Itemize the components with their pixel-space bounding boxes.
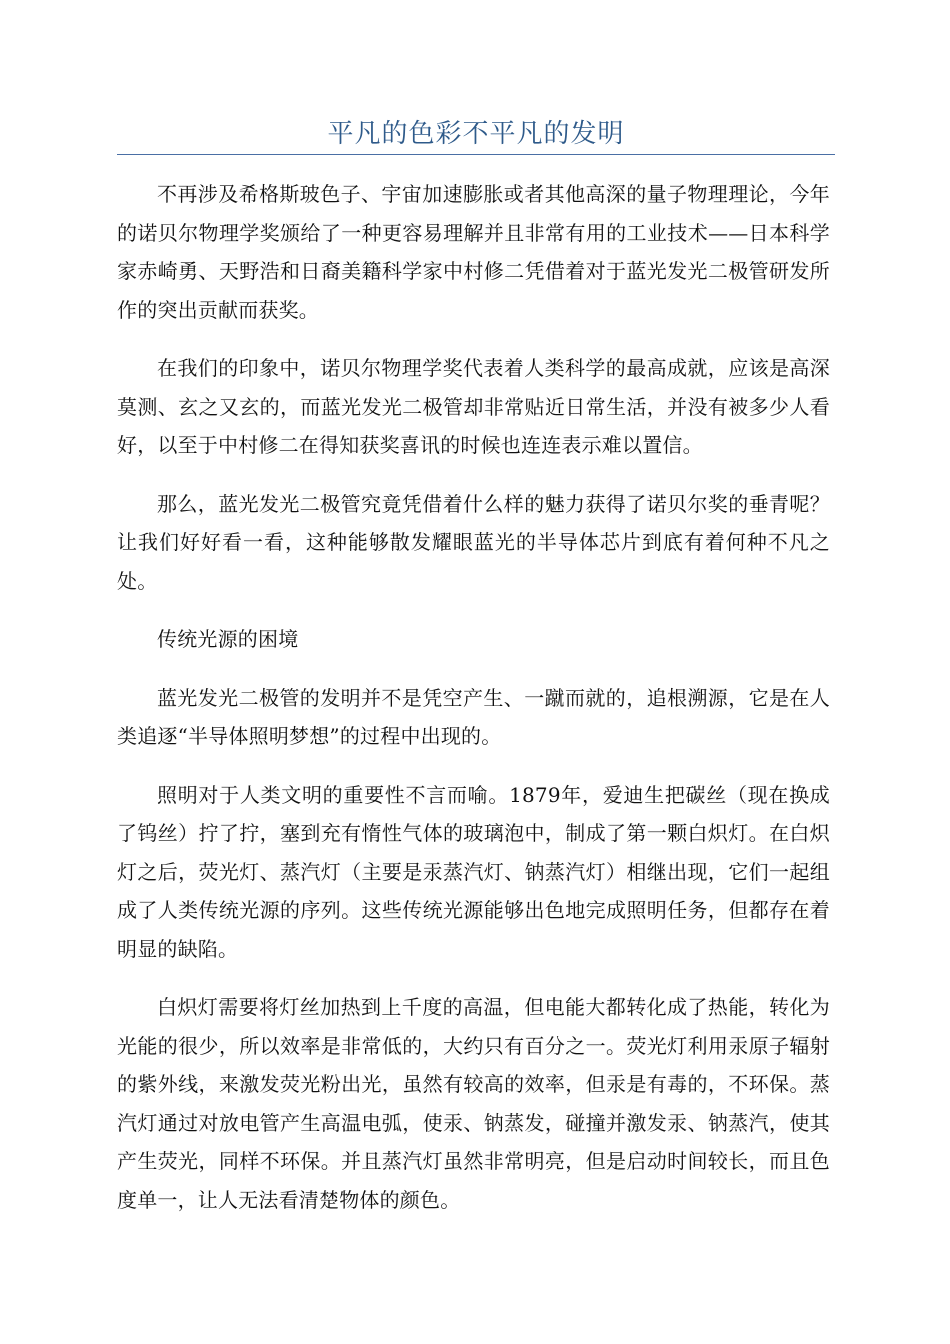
section-heading: 传统光源的困境 (157, 627, 299, 651)
paragraph-history: 照明对于人类文明的重要性不言而喻。1879年，爱迪生把碳丝（现在换成了钨丝）拧了拧，塞到充有惰性气体的玻璃泡中，制成了第一颗白炽灯。在白炽灯之后，荧光灯、蒸汽灯（主要是汞蒸汽灯、钠蒸汽灯）相继出现，它们一起组成了人类传统光源的序列。这些传统光源能够出色地完成照明任务，但都存在着明显的缺陷。 (117, 782, 830, 961)
paragraph-origin: 蓝光发光二极管的发明并不是凭空产生、一蹴而就的，追根溯源，它是在人类追逐“半导体照明梦想”的过程中出现的。 (117, 685, 830, 748)
paragraph-question: 那么，蓝光发光二极管究竟凭借着什么样的魅力获得了诺贝尔奖的垂青呢？让我们好好看一看，这种能够散发耀眼蓝光的半导体芯片到底有着何种不凡之处。 (117, 491, 830, 593)
title-underline (117, 154, 835, 155)
document-body (117, 175, 830, 1239)
paragraph-intro: 不再涉及希格斯玻色子、宇宙加速膨胀或者其他高深的量子物理理论，今年的诺贝尔物理学奖颁给了一种更容易理解并且非常有用的工业技术——日本科学家赤崎勇、天野浩和日裔美籍科学家中村修二凭借着对于蓝光发光二极管研发所作的突出贡献而获奖。 (117, 182, 830, 322)
paragraph-defects: 白炽灯需要将灯丝加热到上千度的高温，但电能大都转化成了热能，转化为光能的很少，所以效率是非常低的，大约只有百分之一。荧光灯利用汞原子辐射的紫外线，来激发荧光粉出光，虽然有较高的效率，但汞是有毒的，不环保。蒸汽灯通过对放电管产生高温电弧，使汞、钠蒸发，碰撞并激发汞、钠蒸汽，使其产生荧光，同样不环保。并且蒸汽灯虽然非常明亮，但是启动时间较长，而且色度单一，让人无法看清楚物体的颜色。 (117, 995, 830, 1212)
document-title: 平凡的色彩不平凡的发明 (327, 119, 625, 149)
paragraph-impression: 在我们的印象中，诺贝尔物理学奖代表着人类科学的最高成就，应该是高深莫测、玄之又玄的，而蓝光发光二极管却非常贴近日常生活，并没有被多少人看好，以至于中村修二在得知获奖喜讯的时候也连连表示难以置信。 (117, 356, 830, 457)
